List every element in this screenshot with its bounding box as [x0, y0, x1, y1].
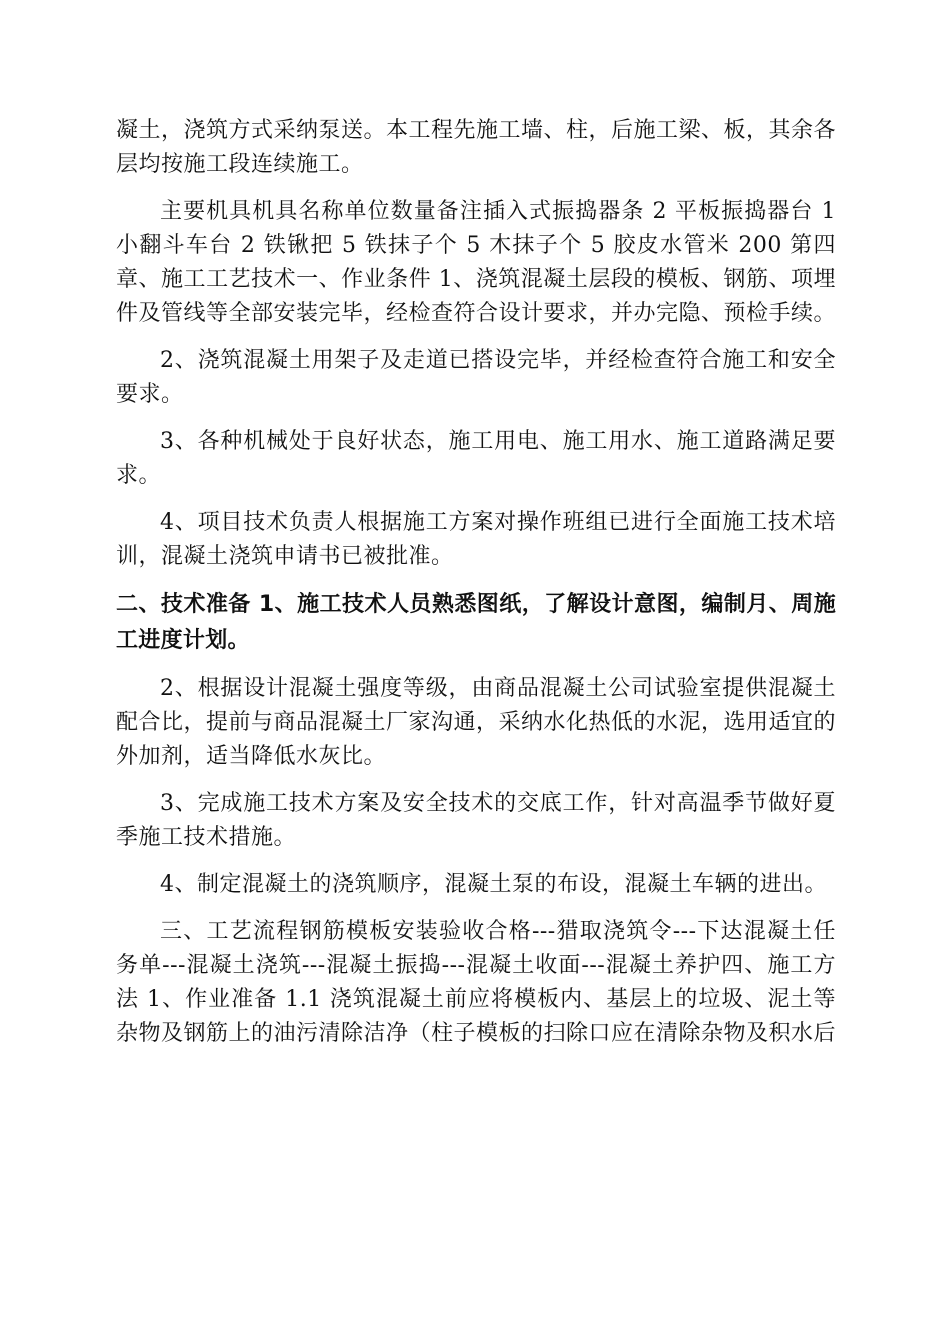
paragraph-condition-3: 3、各种机械处于良好状态，施工用电、施工用水、施工道路满足要求。 — [116, 429, 836, 488]
paragraph-process-flow: 三、工艺流程钢筋模板安装验收合格---猎取浇筑令---下达混凝土任务单---混凝土浇筑---混凝土振捣---混凝土收面---混凝土养护四、施工方法 1、作业准备 1.1 浇筑混凝土前应将模板内、基层上的垃圾、泥土等杂物及钢筋上的油污清除洁净（柱子模板的扫除口应在清除杂物及积水后 — [116, 919, 837, 1046]
paragraph-condition-4: 4、项目技术负责人根据施工方案对操作班组已进行全面施工技术培训，混凝土浇筑申请书已被批准。 — [116, 510, 836, 569]
paragraph-continuation: 凝土，浇筑方式采纳泵送。本工程先施工墙、柱，后施工梁、板，其余各层均按施工段连续施工。 — [116, 118, 837, 177]
paragraph-preparation-4: 4、制定混凝土的浇筑顺序，混凝土泵的布设，混凝土车辆的进出。 — [160, 872, 827, 897]
document-page — [116, 114, 836, 1064]
paragraph-preparation-3: 3、完成施工技术方案及安全技术的交底工作，针对高温季节做好夏季施工技术措施。 — [116, 791, 836, 850]
section-heading-technical-preparation: 二、技术准备 1、施工技术人员熟悉图纸，了解设计意图，编制月、周施工进度计划。 — [116, 592, 836, 653]
paragraph-preparation-2: 2、根据设计混凝土强度等级，由商品混凝土公司试验室提供混凝土配合比，提前与商品混凝土厂家沟通，采纳水化热低的水泥，选用适宜的外加剂，适当降低水灰比。 — [116, 676, 837, 769]
paragraph-condition-2: 2、浇筑混凝土用架子及走道已搭设完毕，并经检查符合施工和安全要求。 — [116, 348, 836, 407]
paragraph-equipment-list: 主要机具机具名称单位数量备注插入式振捣器条 2 平板振捣器台 1 小翻斗车台 2 铁锹把 5 铁抹子个 5 木抹子个 5 胶皮水管米 200 第四章、施工工艺技术一、作业条件 1、浇筑混凝土层段的模板、钢筋、项埋件及管线等全部安装完毕，经检查符合设计要求，并办完隐、预检手续。 — [116, 199, 837, 326]
